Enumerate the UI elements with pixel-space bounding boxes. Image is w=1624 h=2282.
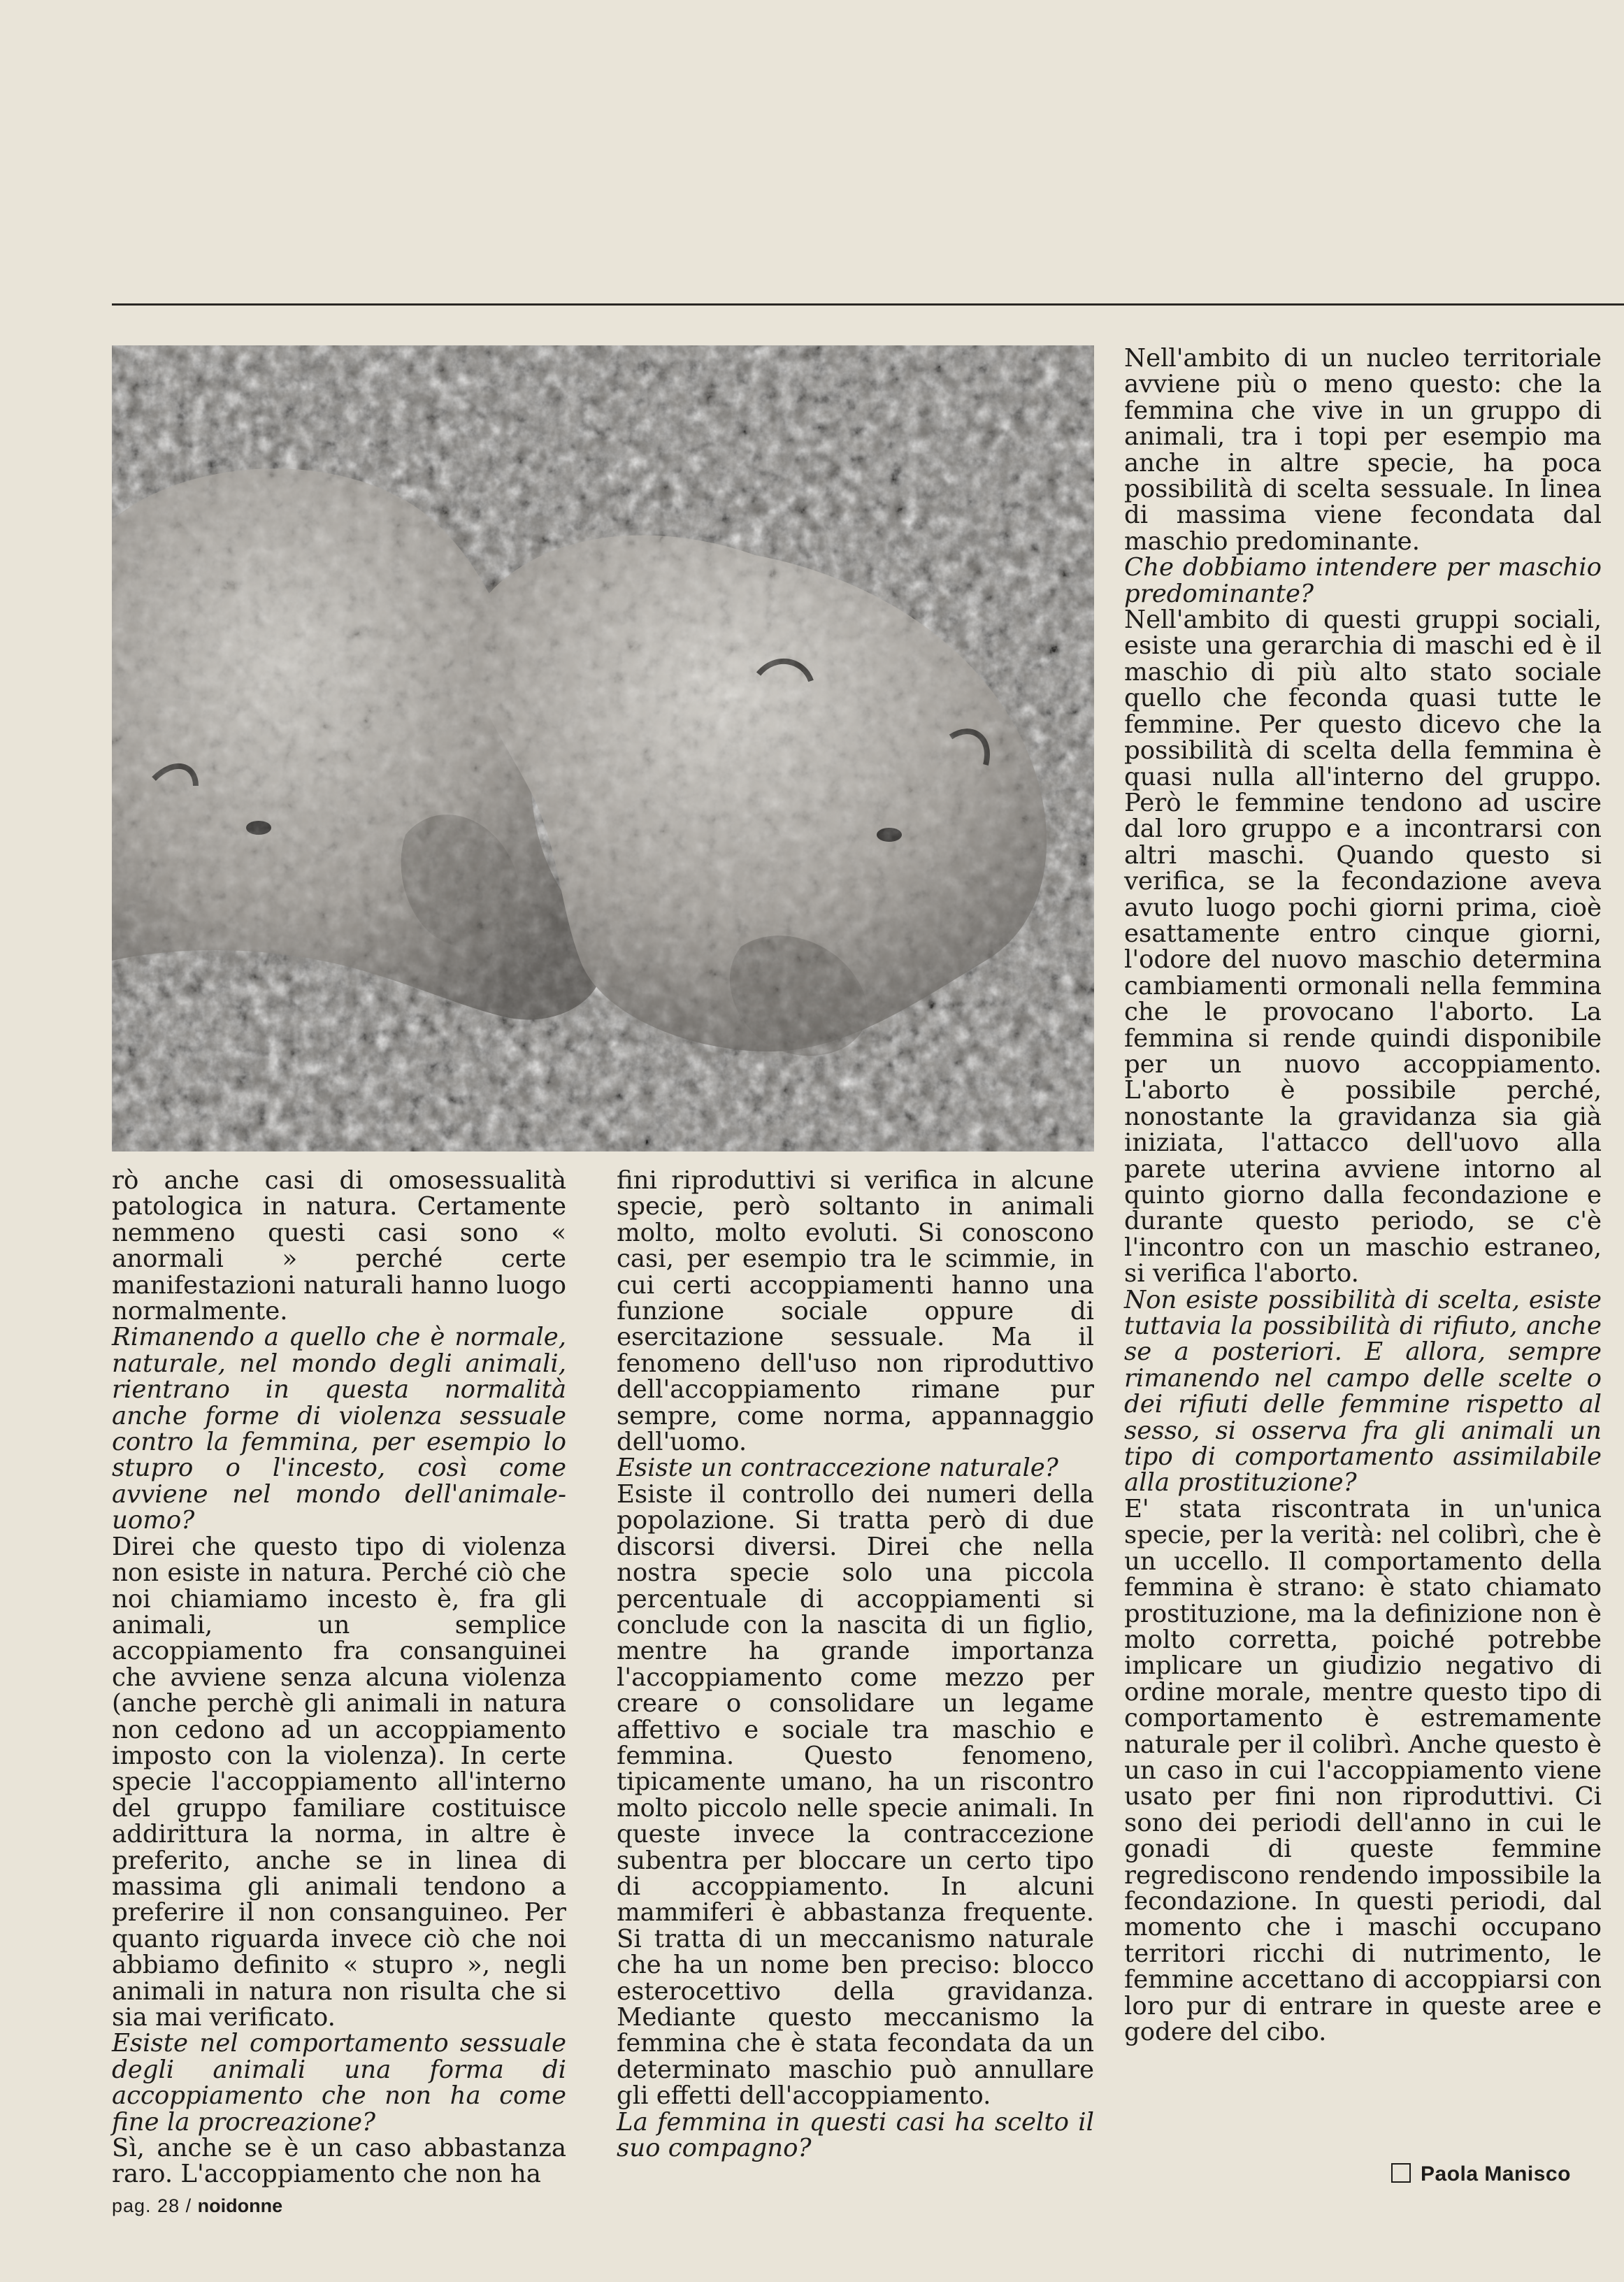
col1-question: Esiste nel comportamento sessuale degli animali una forma di accoppiamento che non ha come fine la procreazione? (112, 2029, 566, 2137)
column-3 (1124, 345, 1602, 2045)
page-folio (112, 2195, 282, 2217)
col2-paragraph: fini riproduttivi si verifica in alcune specie, però soltanto in animali molto, molto evoluti. Si conoscono casi, per esempio tra le scimmie, in cui certi accoppiamenti hanno una funzione sociale oppure di esercitazione sessuale. Ma il fenomeno dell'uso non riproduttivo dell'accoppiamento rimane pur sempre, come norma, appannaggio dell'uomo. (617, 1166, 1094, 1457)
col3-question: Non esiste possibilità di scelta, esiste tuttavia la possibilità di rifiuto, anche se a posteriori. E allora, sempre rimanendo nel campo delle scelte o dei rifiuti delle femmine rispetto al sesso, si osserva fra gli animali un tipo di comportamento assimilabile alla prostituzione? (1124, 1285, 1602, 1498)
end-mark-box-icon (1391, 2163, 1411, 2183)
col3-question: Che dobbiamo intendere per maschio predominante? (1124, 553, 1602, 608)
column-2 (617, 1168, 1094, 2161)
col1-paragraph: Direi che questo tipo di violenza non esiste in natura. Perché ciò che noi chiamiamo incesto è, fra gli animali, un semplice accoppiamento fra consanguinei che avviene senza alcuna violenza (anche perchè gli animali in natura non cedono ad un accoppiamento imposto con la violenza). In certe specie l'accoppiamento all'interno del gruppo familiare costituisce addirittura la norma, in altre è preferito, anche se in linea di massima gli animali tendono a preferire il non consanguineo. Per quanto riguarda invece ciò che noi abbiamo definito « stupro », negli animali in natura non risulta che si sia mai verificato. (112, 1532, 566, 2032)
hippo-photo-image (112, 345, 1094, 1151)
col1-paragraph: rò anche casi di omosessualità patologica in natura. Certamente nemmeno questi casi sono « anormali » perché certe manifestazioni naturali hanno luogo normalmente. (112, 1166, 566, 1326)
col2-paragraph: Esiste il controllo dei numeri della popolazione. Si tratta però di due discorsi diversi. Direi che nella nostra specie solo una piccola percentuale di accoppiamenti si conclude con la nascita di un figlio, mentre ha grande importanza l'accoppiamento come mezzo per creare o consolidare un legame affettivo e sociale tra maschio e femmina. Questo fenomeno, tipicamente umano, ha un riscontro molto piccolo nelle specie animali. In queste invece la contraccezione subentra per bloccare un certo tipo di accoppiamento. In alcuni mammiferi è abbastanza frequente. Si tratta di un meccanismo naturale che ha un nome ben preciso: blocco esterocettivo della gravidanza. Mediante questo meccanismo la femmina che è stata fecondata da un determinato maschio può annullare gli effetti dell'accoppiamento. (617, 1479, 1094, 2111)
col1-paragraph: Sì, anche se è un caso abbastanza raro. L'accoppiamento che non ha (112, 2134, 566, 2189)
col3-paragraph: Nell'ambito di un nucleo territoriale avviene più o meno questo: che la femmina che vive in un gruppo di animali, tra i topi per esempio ma anche in altre specie, ha poca possibilità di scelta sessuale. In linea di massima viene fecondata dal maschio predominante. (1124, 344, 1602, 556)
magazine-name: noidonne (197, 2195, 283, 2216)
hippo-photo (112, 345, 1094, 1151)
col3-paragraph: E' stata riscontrata in un'unica specie, per la verità: nel colibrì, che è un uccello. Il comportamento della femmina è strano: è stato chiamato prostituzione, ma la definizione non è molto corretta, poiché potrebbe implicare un giudizio negativo di ordine morale, mentre questo tipo di comportamento è estremamente naturale per il colibrì. Anche questo è un caso in cui l'accoppiamento viene usato per fini non riproduttivi. Ci sono dei periodi dell'anno in cui le gonadi di queste femmine regrediscono rendendo impossibile la fecondazione. In questi periodi, dal momento che i maschi occupano territori ricchi di nutrimento, le femmine accettano di accoppiarsi con loro pur di entrare in queste aree e godere del cibo. (1124, 1494, 1602, 2046)
col2-question: La femmina in questi casi ha scelto il suo compagno? (617, 2107, 1094, 2163)
header-rule (112, 303, 1624, 306)
col1-question: Rimanendo a quello che è normale, naturale, nel mondo degli animali, rientrano in questa normalità anche forme di violenza sessuale contro la femmina, per esempio lo stupro o l'incesto, così come avviene nel mondo dell'animale-uomo? (112, 1323, 566, 1535)
col2-question: Esiste un contraccezione naturale? (617, 1454, 1058, 1483)
author-name: Paola Manisco (1421, 2162, 1571, 2186)
column-1 (112, 1168, 566, 2188)
author-signature (1391, 2162, 1571, 2186)
page-number: pag. 28 / (112, 2195, 192, 2216)
col3-paragraph: Nell'ambito di questi gruppi sociali, esiste una gerarchia di maschi ed è il maschio di più alto stato sociale quello che feconda quasi tutte le femmine. Per questo dicevo che la possibilità di scelta della femmina è quasi nulla all'interno del gruppo. Però le femmine tendono ad uscire dal loro gruppo e a incontrarsi con altri maschi. Quando questo si verifica, se la fecondazione aveva avuto luogo pochi giorni prima, cioè esattamente entro cinque giorni, l'odore del nuovo maschio determina cambiamenti ormonali nella femmina che le provocano l'aborto. La femmina si rende quindi disponibile per un nuovo accoppiamento. L'aborto è possibile perché, nonostante la gravidanza sia già iniziata, l'attacco dell'uovo alla parete uterina avviene intorno al quinto giorno dalla fecondazione e durante questo periodo, se c'è l'incontro con un maschio estraneo, si verifica l'aborto. (1124, 605, 1602, 1289)
